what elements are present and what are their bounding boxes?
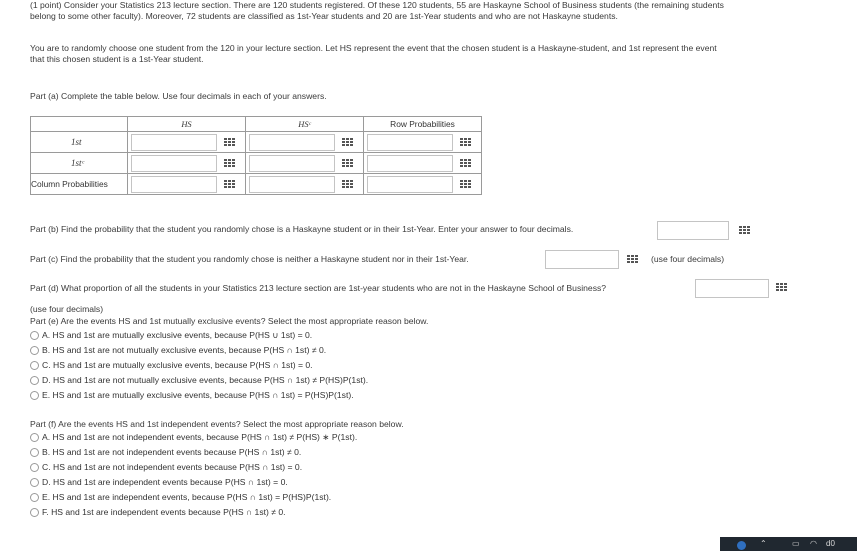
option-text: C. HS and 1st are not independent events because P(HS ∩ 1st) = 0. [42,462,303,472]
radio-button[interactable] [30,346,39,355]
wifi-icon[interactable]: ◠ [810,539,817,548]
radio-button[interactable] [30,508,39,517]
part-b-prompt: Part (b) Find the probability that the student you randomly chose is a Haskayne student or in their 1st-Year. Enter your answer to four decimals. [30,224,574,234]
answer-input[interactable] [367,155,453,172]
radio-option[interactable] [30,446,301,459]
radio-option[interactable] [30,506,286,519]
table-row [31,174,482,195]
option-text: A. HS and 1st are mutually exclusive events, because P(HS ∪ 1st) = 0. [42,330,313,340]
radio-option[interactable] [30,344,326,357]
part-c-answer-input[interactable] [545,250,619,269]
table-cell [364,153,482,174]
radio-option[interactable] [30,431,357,444]
answer-input[interactable] [367,134,453,151]
table-cell [246,132,364,153]
col-header-row-prob: Row Probabilities [364,117,482,132]
answer-input[interactable] [249,176,335,193]
radio-button[interactable] [30,448,39,457]
equation-editor-icon[interactable] [224,138,235,147]
equation-editor-icon[interactable] [224,159,235,168]
radio-option[interactable] [30,359,313,372]
table-cell [246,174,364,195]
option-text: E. HS and 1st are mutually exclusive events, because P(HS ∩ 1st) = P(HS)P(1st). [42,390,354,400]
help-icon[interactable] [737,541,746,550]
part-b-answer-input[interactable] [657,221,729,240]
option-text: E. HS and 1st are independent events, because P(HS ∩ 1st) = P(HS)P(1st). [42,492,332,502]
part-d-hint: (use four decimals) [30,304,104,314]
radio-button[interactable] [30,391,39,400]
table-cell [246,153,364,174]
answer-input[interactable] [249,155,335,172]
radio-option[interactable] [30,374,368,387]
table-cell [128,174,246,195]
radio-button[interactable] [30,493,39,502]
option-text: F. HS and 1st are independent events because P(HS ∩ 1st) ≠ 0. [42,507,286,517]
answer-input[interactable] [367,176,453,193]
probability-table [30,116,482,195]
table-row [31,153,482,174]
table-cell [128,153,246,174]
part-e-prompt [30,316,830,327]
instructions-line-1: You are to randomly choose one student from the 120 in your lecture section. Let HS represent the event that the chosen student is a Haskayne-student, and 1st represent the event [30,43,717,53]
equation-editor-icon[interactable] [627,255,638,264]
answer-input[interactable] [131,176,217,193]
option-text: B. HS and 1st are not mutually exclusive events, because P(HS ∩ 1st) ≠ 0. [42,345,327,355]
row-label-1st-complement: 1stᶜ [31,153,128,174]
option-text: B. HS and 1st are not independent events because P(HS ∩ 1st) ≠ 0. [42,447,302,457]
part-a-prompt: Part (a) Complete the table below. Use four decimals in each of your answers. [30,91,327,101]
radio-button[interactable] [30,331,39,340]
intro-line-1: (1 point) Consider your Statistics 213 lecture section. There are 120 students registered. Of these 120 students, 55 are Haskayne School of Business students (the remaining students [30,0,724,10]
equation-editor-icon[interactable] [739,226,750,235]
part-e-prompt-text: Part (e) Are the events HS and 1st mutually exclusive events? Select the most appropriate reason below. [30,316,429,326]
radio-button[interactable] [30,376,39,385]
radio-button[interactable] [30,463,39,472]
radio-option[interactable] [30,329,312,342]
row-label-1st: 1st [31,132,128,153]
chevron-up-icon[interactable]: ⌃ [760,539,767,548]
table-cell [364,132,482,153]
table-cell [364,174,482,195]
equation-editor-icon[interactable] [342,138,353,147]
equation-editor-icon[interactable] [460,138,471,147]
problem-instructions [30,43,830,65]
table-cell [128,132,246,153]
answer-input[interactable] [131,155,217,172]
volume-label[interactable]: d0 [826,539,835,548]
equation-editor-icon[interactable] [460,180,471,189]
table-header-row [31,117,482,132]
part-d-prompt: Part (d) What proportion of all the students in your Statistics 213 lecture section are 1st-year students who are not in the Haskayne School of Business? [30,283,607,293]
equation-editor-icon[interactable] [224,180,235,189]
equation-editor-icon[interactable] [776,283,787,292]
equation-editor-icon[interactable] [460,159,471,168]
col-header-hs-complement: HSᶜ [246,117,364,132]
option-text: D. HS and 1st are not mutually exclusive events, because P(HS ∩ 1st) ≠ P(HS)P(1st). [42,375,369,385]
table-corner-cell [31,117,128,132]
instructions-line-2: that this chosen student is a 1st-Year student. [30,54,204,64]
radio-option[interactable] [30,491,331,504]
part-c-prompt: Part (c) Find the probability that the student you randomly chose is neither a Haskayne student nor in their 1st-Year. [30,254,469,264]
option-text: A. HS and 1st are not independent events, because P(HS ∩ 1st) ≠ P(HS) ∗ P(1st). [42,432,358,442]
answer-input[interactable] [131,134,217,151]
radio-option[interactable] [30,476,288,489]
answer-input[interactable] [249,134,335,151]
battery-icon[interactable]: ▭ [792,539,800,548]
equation-editor-icon[interactable] [342,159,353,168]
col-header-hs: HS [128,117,246,132]
radio-button[interactable] [30,478,39,487]
part-d-answer-input[interactable] [695,279,769,298]
option-text: D. HS and 1st are independent events because P(HS ∩ 1st) = 0. [42,477,288,487]
radio-option[interactable] [30,461,302,474]
radio-option[interactable] [30,389,354,402]
equation-editor-icon[interactable] [342,180,353,189]
option-text: C. HS and 1st are mutually exclusive events, because P(HS ∩ 1st) = 0. [42,360,313,370]
part-f-prompt: Part (f) Are the events HS and 1st independent events? Select the most appropriate reason below. [30,419,404,429]
problem-intro [30,0,830,22]
radio-button[interactable] [30,433,39,442]
table-row [31,132,482,153]
part-c-hint: (use four decimals) [651,254,725,264]
row-label-column-probabilities: Column Probabilities [31,174,128,195]
radio-button[interactable] [30,361,39,370]
intro-line-2: belong to some other faculty). Moreover, 72 students are classified as 1st-Year students and 20 are 1st-Year students and who are not Haskayne students. [30,11,618,21]
